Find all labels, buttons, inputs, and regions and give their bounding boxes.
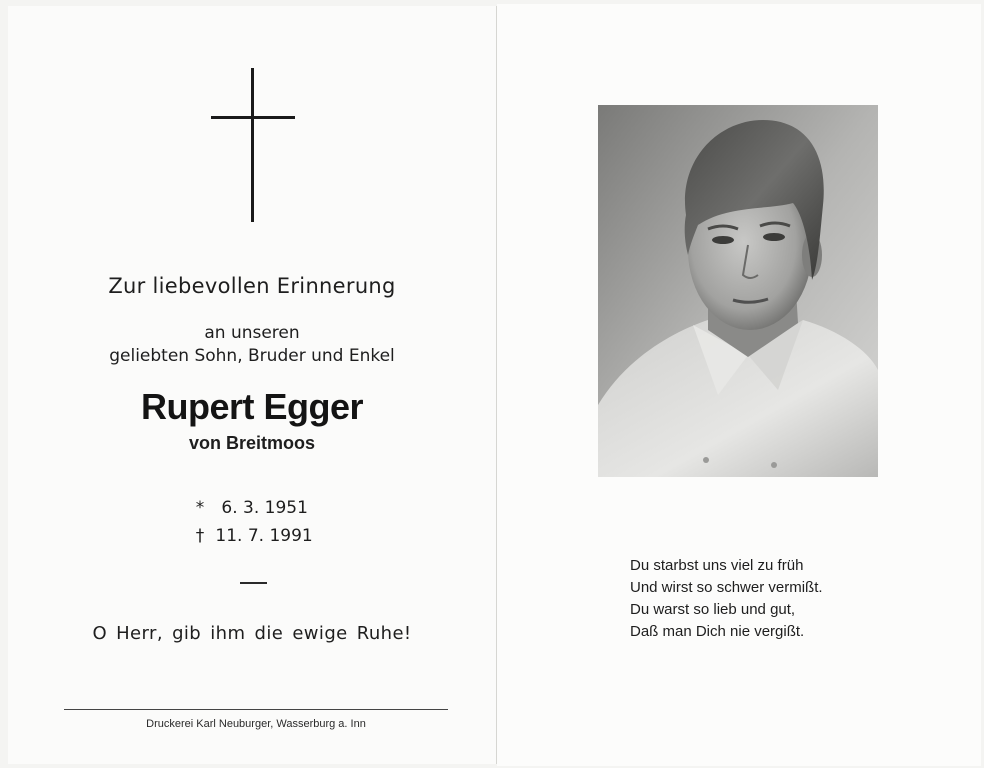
death-symbol: † xyxy=(195,526,205,546)
poem-line: Daß man Dich nie vergißt. xyxy=(630,623,805,640)
deceased-origin: von Breitmoos xyxy=(188,433,316,453)
intro-line-2: geliebten Sohn, Bruder und Enkel xyxy=(109,346,395,366)
memorial-heading: Zur liebevollen Erinnerung xyxy=(108,274,396,298)
poem-line: Und wirst so schwer vermißt. xyxy=(630,579,823,596)
prayer-text: O Herr, gib ihm die ewige Ruhe! xyxy=(92,623,412,644)
birth-row xyxy=(190,494,313,522)
birth-date: 6. 3. 1951 xyxy=(221,498,308,518)
poem-line: Du warst so lieb und gut, xyxy=(630,601,796,618)
deceased-name: Rupert Egger xyxy=(140,386,364,427)
birth-symbol: * xyxy=(195,498,205,518)
death-row xyxy=(190,522,313,550)
poem-line: Du starbst uns viel zu früh xyxy=(630,557,804,574)
printer-credit: Druckerei Karl Neuburger, Wasserburg a. Inn xyxy=(146,718,366,730)
life-dates xyxy=(190,494,313,550)
memorial-poem xyxy=(630,555,823,643)
separator-dash xyxy=(240,582,267,584)
death-date: 11. 7. 1991 xyxy=(215,526,313,546)
portrait-photo xyxy=(598,105,878,477)
intro-line-1: an unseren xyxy=(204,323,300,343)
cross-icon xyxy=(211,68,295,222)
printer-rule xyxy=(64,709,448,710)
